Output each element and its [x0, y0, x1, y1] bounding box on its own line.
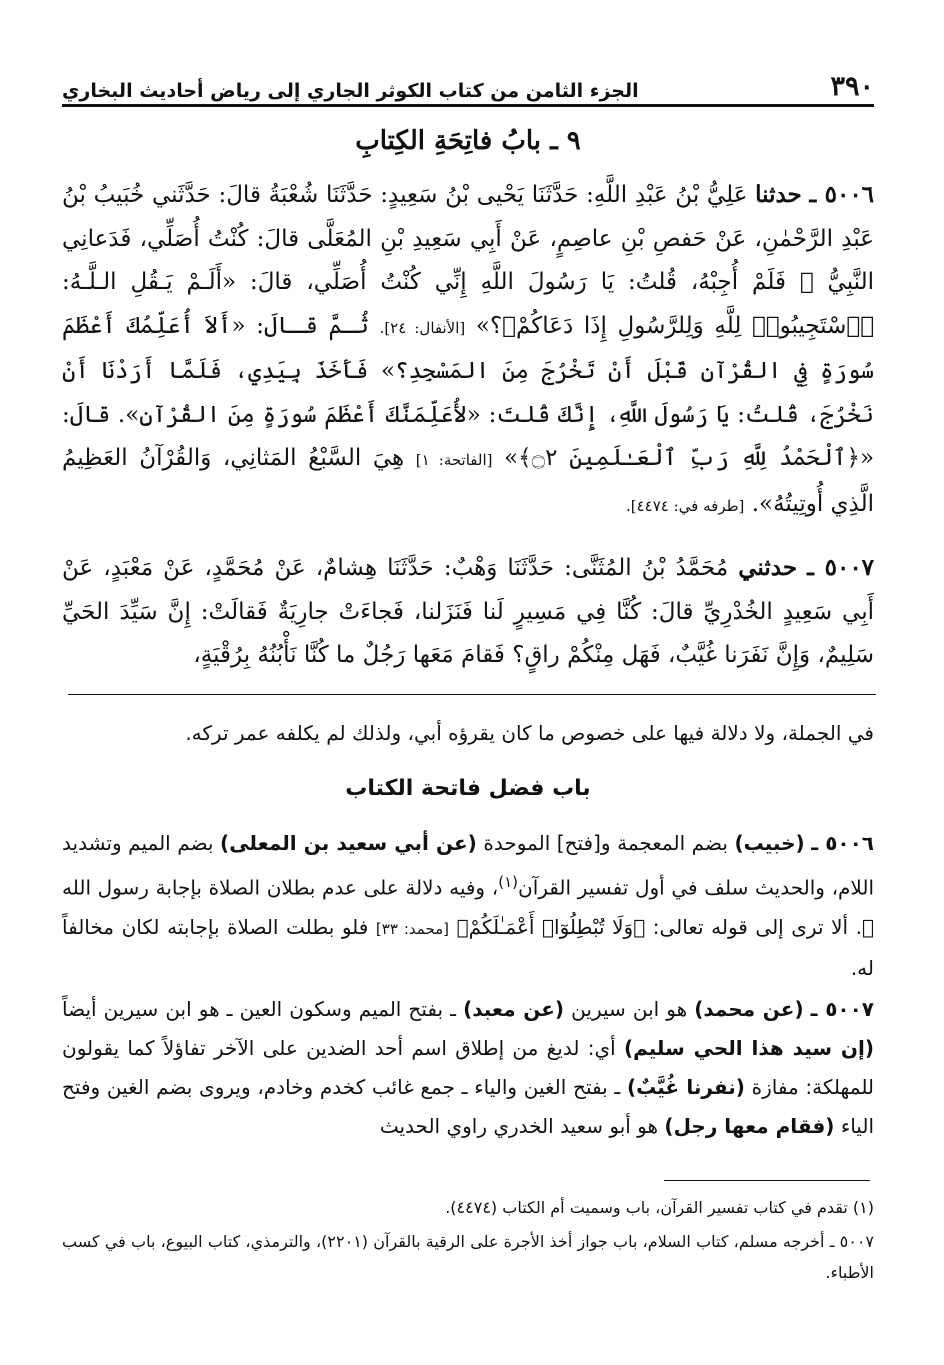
commentary-lemma: (خبيب)	[734, 831, 805, 855]
commentary-title: باب فضل فاتحة الكتاب	[345, 776, 591, 801]
quran-reference: [الفاتحة: ١]	[415, 451, 493, 469]
hadith-text: عَلِيُّ بْنُ عَبْدِ اللَّهِ: حَدَّثَنَا يَحْيى بْنُ سَعِيدٍ: حَدَّثَنَا شُعْبَةُ قالَ: حَدَّثَني خُبَيبُ بْنُ عَبْدِ الرَّحْمٰنِ، عَنْ حَفصِ بْنِ عاصِمٍ، عَنْ أَبِي سَعِيدِ بْنِ المُعَلَّى قالَ: كُنْتُ أُصَلِّي، فَدَعانِي النَّبِيُّ ﷺ فَلَمْ أُجِبْهُ، قُلتُ: يَا رَسُولَ اللَّهِ إِنِّي كُنْتُ أُصَلِّي، قالَ: «أَلَـمْ يَـقُلِ الـلَّـهُ: ﴿ٱسْتَجِيبُوا۟ لِلَّهِ وَلِلرَّسُولِ إِذَا دَعَاكُمْ﴾؟»	[62, 182, 874, 339]
commentary-text: هو أبو سعيد الخدري راوي الحديث	[379, 1114, 659, 1138]
quran-reference: [الأنفال: ٢٤].	[379, 318, 466, 337]
commentary-text: ـ بفتح الميم وسكون العين ـ هو ابن سيرين أيضاً	[62, 997, 456, 1021]
commentary-number: ٥٠٠٧ ـ	[810, 997, 875, 1021]
commentary-lemma: (فقام معها رجل)	[664, 1114, 835, 1138]
hadith-lead: حدثنا	[755, 181, 802, 208]
quran-reference: [محمد: ٣٣]	[375, 919, 450, 938]
commentary-lemma: (نفرنا غُيَّبٌ)	[626, 1075, 745, 1099]
page-header	[62, 62, 874, 102]
commentary-text: هو ابن سيرين	[571, 997, 688, 1021]
hadith-lead: حدثني	[738, 554, 798, 581]
page-number: ٣٩٠	[830, 71, 874, 102]
commentary-lemma: (عن أبي سعيد بن المعلى)	[220, 831, 477, 855]
commentary-text: ، وفيه دلالة على عدم بطلان الصلاة بإجابة رسول الله ﷺ. ألا ترى إلى قوله تعالى: ﴿وَلَا تُبْطِلُوٓا۟ أَعْمَـٰلَكُمْ﴾	[62, 875, 874, 939]
hadith-5007	[62, 546, 874, 678]
footnote-marker: (١)	[498, 873, 518, 891]
header-rule	[62, 104, 874, 107]
hadith-text-continued: ثُـمَّ قـالَ: «أَلاَ أُعَلِّمُكَ أَعْظَمَ سُورَةٍ فِي القُرْآنِ قَبْلَ أَنْ تَخْرُجَ مِنَ المَسْجِدِ؟» فَأَخَذَ بِيَدِي، فَلَمَّا أَرَدْنَا أَنْ نَخْرُجَ، قُلتُ: يَا رَسُولَ اللَّهِ، إِنَّكَ قُلتَ: «لأُعَلِّمَنَّكَ أَعْظَمَ سُورَةٍ مِنَ القُرْآنِ». قالَ: «﴿ٱلْحَمْدُ لِلَّهِ رَبِّ ٱلْعَـٰلَمِينَ ۝٢﴾»	[62, 312, 875, 471]
commentary-carryover: في الجملة، ولا دلالة فيها على خصوص ما كان يقرؤه أبي، ولذلك لم يكلفه عمر تركه.	[185, 721, 874, 745]
hadith-5006	[62, 173, 874, 528]
commentary-lemma: (إن سيد هذا الحي سليم)	[623, 1036, 875, 1060]
commentary-text: بضم الميم وتشديد اللام، والحديث سلف في أول تفسير القرآن	[62, 831, 874, 900]
chapter-title: ٩ ـ بابُ فاتِحَةِ الكِتابِ	[355, 126, 581, 156]
section-divider	[68, 694, 876, 695]
commentary-lemma: (عن محمد)	[694, 997, 804, 1021]
hadith-text-end: هِيَ السَّبْعُ المَثانِي، وَالقُرْآنُ العَظِيمُ الَّذِي أُوتِيتُهُ».	[62, 445, 874, 517]
commentary-text: ـ بفتح الغين والياء ـ جمع غائب كخدم وخادم، ويروى بضم الغين وفتح الياء	[62, 1075, 874, 1138]
hadith-number: ٥٠٠٧ ـ	[807, 554, 875, 581]
footnote-rule	[664, 1180, 870, 1181]
commentary-text: أي: لديغ من إطلاق اسم أحد الضدين على الآخر تفاؤلاً كما يقولون للمهلكة: مفازة	[62, 1036, 875, 1099]
running-title: الجزء الثامن من كتاب الكوثر الجاري إلى رياض أحاديث البخاري	[62, 80, 639, 102]
footnote-1: (١) تقدم في كتاب تفسير القرآن، باب وسميت أم الكتاب (٤٤٧٤).	[445, 1198, 874, 1217]
tarafuh-reference: [طرفه في: ٤٤٧٤].	[626, 496, 745, 515]
hadith-number: ٥٠٠٦ ـ	[809, 181, 875, 208]
hadith-text: مُحَمَّدُ بْنُ المُثَنَّى: حَدَّثَنَا وَهْبٌ: حَدَّثَنَا هِشامٌ، عَنْ مُحَمَّدٍ، عَنْ مَعْبَدٍ، عَنْ أَبِي سَعِيدٍ الخُدْرِيِّ قالَ: كُنَّا فِي مَسِيرٍ لَنا فَنَزَلنا، فَجاءَتْ جارِيَةٌ فَقالَتْ: إِنَّ سَيِّدَ الحَيِّ سَلِيمٌ، وَإِنَّ نَفَرَنا غُيَّبٌ، فَهَل مِنْكُمْ راقٍ؟ فَقامَ مَعَها رَجُلٌ ما كُنَّا نَأْبُنُهُ بِرُقْيَةٍ،	[62, 555, 874, 668]
footnote-2: ٥٠٠٧ ـ أخرجه مسلم، كتاب السلام، باب جواز أخذ الأجرة على الرقية بالقرآن (٢٢٠١)، والترمذي، كتاب البيوع، باب في كسب الأطباء.	[62, 1232, 875, 1282]
commentary-5007	[62, 990, 874, 1146]
commentary-text: بضم المعجمة و[فتح] الموحدة	[483, 831, 728, 855]
commentary-5006	[62, 824, 874, 988]
commentary-lemma: (عن معبد)	[463, 997, 565, 1021]
commentary-text: فلو بطلت الصلاة بإجابته لكان مخالفاً له.	[62, 914, 874, 980]
commentary-number: ٥٠٠٦ ـ	[811, 831, 875, 855]
